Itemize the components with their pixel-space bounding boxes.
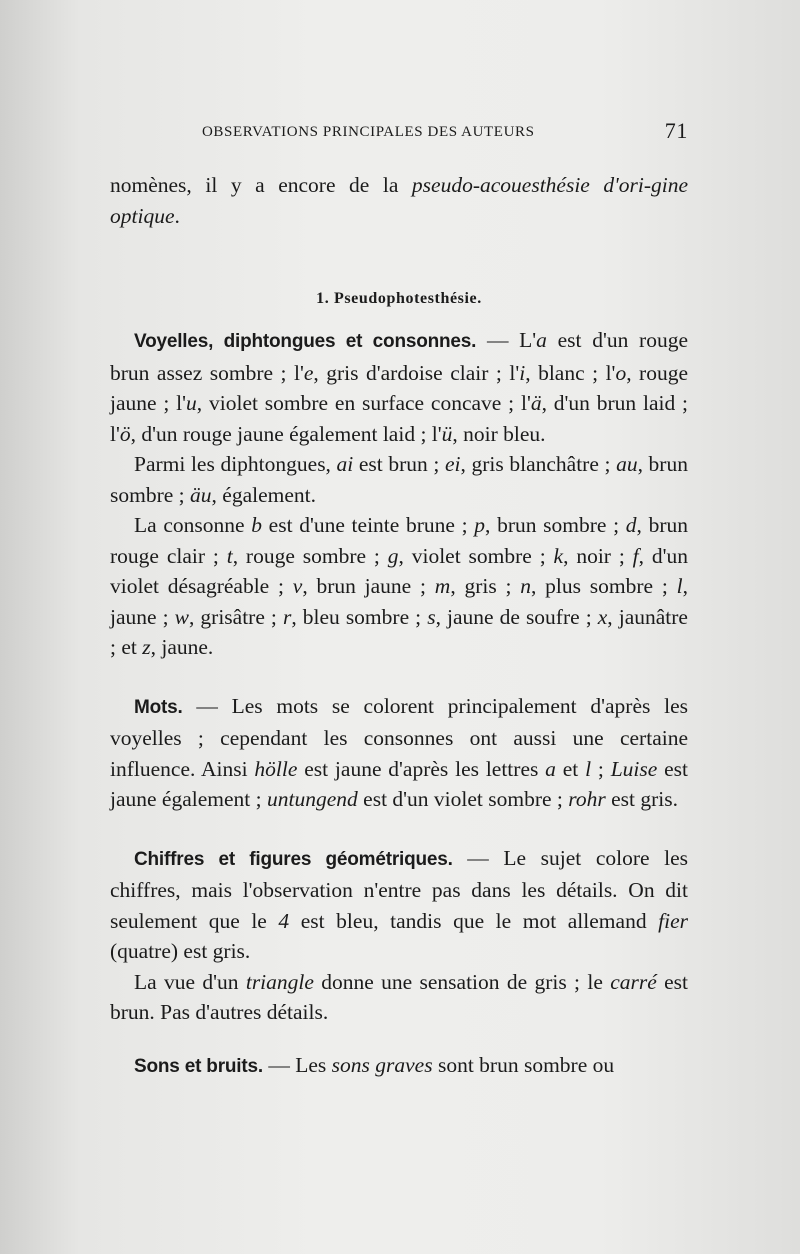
text-run: , brun sombre ; xyxy=(485,513,626,537)
sons-paragraph xyxy=(110,1050,688,1083)
text-run: est d'un violet sombre ; xyxy=(357,787,569,811)
text-run: La consonne xyxy=(134,513,252,537)
italic-term: e xyxy=(303,360,314,385)
text-run: , bleu sombre ; xyxy=(291,604,428,629)
italic-term: o xyxy=(615,360,627,385)
section-heading: 1. Pseudophotesthésie. xyxy=(316,290,482,307)
text-run: , d'un brun laid ; l' xyxy=(110,391,689,446)
text-run: , violet sombre ; xyxy=(398,543,554,568)
text-run: , gris blanchâtre ; xyxy=(460,452,617,476)
text-run: est bleu, tandis que le mot allemand xyxy=(289,908,659,933)
consonnes-paragraph xyxy=(110,510,688,663)
text-run: donne une sensation de gris ; le xyxy=(313,969,611,994)
italic-term: z xyxy=(142,635,151,659)
italic-term: ö xyxy=(119,421,131,446)
paragraph-gap xyxy=(110,663,688,691)
text-run: La vue d'un xyxy=(134,969,246,994)
text-run: , d'un rouge jaune également laid ; l' xyxy=(130,421,442,446)
italic-term: t xyxy=(226,543,233,568)
text-run: , noir bleu. xyxy=(452,421,546,446)
figures-paragraph xyxy=(110,967,688,1028)
italic-term: ai xyxy=(336,452,354,476)
italic-term: v xyxy=(292,574,303,598)
sons-text xyxy=(263,1053,614,1077)
text-run: , violet sombre en surface concave ; l' xyxy=(196,391,531,415)
italic-term: l xyxy=(585,756,592,781)
italic-term: ä xyxy=(530,391,542,415)
text-run: Parmi les diphtongues, xyxy=(134,452,337,476)
chiffres-paragraph xyxy=(110,843,688,967)
italic-term: f xyxy=(632,543,639,568)
text-run: , grisâtre ; xyxy=(188,604,283,629)
text-run: , jaunâtre ; et xyxy=(110,604,688,659)
text-run: est brun ; xyxy=(353,452,445,476)
paragraph-gap xyxy=(110,815,688,843)
italic-term: sons graves xyxy=(331,1052,433,1077)
text-run: — Les xyxy=(262,1052,332,1077)
italic-term: a xyxy=(536,328,547,352)
intro-italic-term: pseudo-acouesthésie d'ori-gine optique xyxy=(110,173,688,228)
page-body xyxy=(110,170,688,1082)
italic-term: s xyxy=(427,604,436,629)
text-run: , d'un violet désagréable ; xyxy=(110,543,689,598)
text-run: — L' xyxy=(476,328,537,352)
italic-term: ü xyxy=(441,421,453,446)
mots-text xyxy=(110,694,688,812)
text-run: est gris. xyxy=(605,787,678,811)
intro-paragraph xyxy=(110,170,688,231)
italic-term: a xyxy=(545,756,556,781)
italic-term: äu xyxy=(190,482,212,507)
italic-term: x xyxy=(597,604,608,629)
text-run: , blanc ; l' xyxy=(525,360,616,385)
text-run: est d'un rouge brun assez sombre ; l' xyxy=(110,328,688,385)
paragraph-gap xyxy=(110,1028,688,1050)
italic-term: ei xyxy=(444,452,461,476)
chiffres-runin-heading: Chiffres et figures géométriques. xyxy=(134,848,453,870)
italic-term: triangle xyxy=(245,969,314,994)
running-title: OBSERVATIONS PRINCIPALES DES AUTEURS xyxy=(202,124,535,140)
text-run: est jaune d'après les lettres xyxy=(297,756,546,781)
intro-text: nomènes, il y a encore de la xyxy=(110,173,412,197)
text-run: , jaune de soufre ; xyxy=(435,604,598,629)
italic-term: g xyxy=(387,543,399,568)
italic-term: p xyxy=(474,513,486,537)
text-run: — Le sujet colore les chiffres, mais l'observation n'entre pas dans les détails. On dit seulement que le xyxy=(110,845,688,933)
text-run: , également. xyxy=(211,482,316,507)
text-run: — Les mots se colorent principalement d'après les voyelles ; cependant les consonnes ont aussi une certaine influence. Ainsi xyxy=(110,693,688,781)
italic-term: Luise xyxy=(610,756,658,781)
voyelles-runin-heading: Voyelles, diphtongues et consonnes. xyxy=(134,331,477,352)
text-run: est jaune également ; xyxy=(110,756,688,811)
italic-term: k xyxy=(553,543,564,568)
voyelles-paragraph xyxy=(110,325,688,449)
italic-term: l xyxy=(676,574,683,598)
italic-term: b xyxy=(251,513,262,537)
text-run: sont brun sombre ou xyxy=(432,1052,615,1077)
text-run: est brun. Pas d'autres détails. xyxy=(110,969,689,1024)
page-number: 71 xyxy=(664,118,688,143)
italic-term: r xyxy=(282,604,292,629)
text-run: , brun sombre ; xyxy=(110,452,688,507)
text-run: , brun rouge clair ; xyxy=(110,513,688,568)
text-run: (quatre) est gris. xyxy=(110,939,251,963)
text-run: , gris ; xyxy=(450,574,521,598)
text-run: , gris d'ardoise clair ; l' xyxy=(313,360,520,385)
italic-term: fier xyxy=(658,908,688,933)
text-run: ; xyxy=(591,756,611,781)
text-run: , jaune. xyxy=(150,635,214,659)
italic-term: w xyxy=(174,604,189,629)
text-run: , noir ; xyxy=(563,543,633,568)
text-run: et xyxy=(555,756,586,781)
mots-paragraph xyxy=(110,691,688,815)
text-run: , plus sombre ; xyxy=(531,574,677,598)
text-run: , rouge jaune ; l' xyxy=(110,360,689,415)
text-run: , brun jaune ; xyxy=(302,574,435,598)
italic-term: i xyxy=(519,360,526,385)
italic-term: m xyxy=(434,574,451,598)
italic-term: 4 xyxy=(278,908,290,933)
text-run: est d'une teinte brune ; xyxy=(261,513,475,537)
page-header xyxy=(202,118,688,148)
sons-runin-heading: Sons et bruits. xyxy=(134,1055,263,1077)
italic-term: n xyxy=(520,574,532,598)
italic-term: untungend xyxy=(267,787,358,811)
mots-runin-heading: Mots. xyxy=(134,696,183,718)
text-run: , rouge sombre ; xyxy=(232,543,388,568)
italic-term: rohr xyxy=(568,787,606,811)
italic-term: hölle xyxy=(254,756,298,781)
intro-end: . xyxy=(174,203,180,228)
italic-term: d xyxy=(625,513,637,537)
diphtongues-paragraph xyxy=(110,449,688,510)
italic-term: u xyxy=(186,391,197,415)
italic-term: carré xyxy=(610,969,657,994)
text-run: , jaune ; xyxy=(110,574,688,629)
italic-term: au xyxy=(616,452,638,476)
